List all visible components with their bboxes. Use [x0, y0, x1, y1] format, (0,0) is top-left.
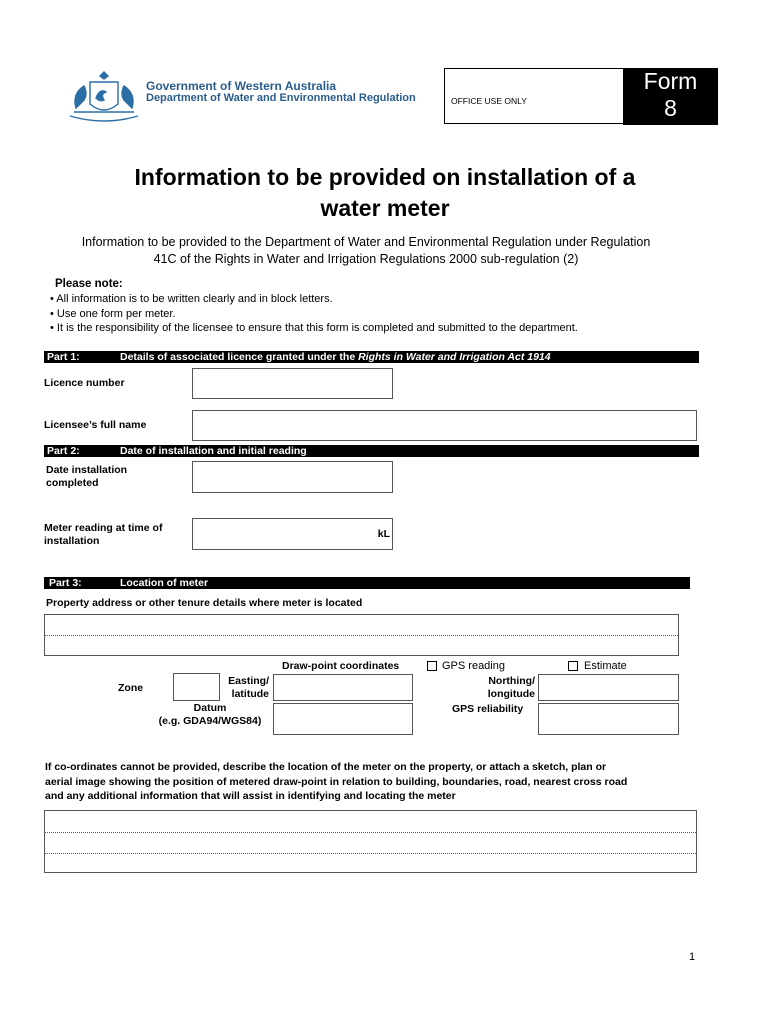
estimate-label: Estimate — [584, 660, 627, 672]
dotted-line — [45, 853, 696, 854]
drawpoint-coordinates-label: Draw-point coordinates — [282, 660, 400, 672]
datum-label: Datum (e.g. GDA94/WGS84) — [158, 702, 262, 727]
licensee-name-input[interactable] — [192, 410, 697, 441]
licensee-name-label: Licensee’s full name — [44, 419, 147, 431]
date-installed-label: Date installation completed — [46, 464, 128, 489]
form-word: Form — [643, 68, 698, 94]
licence-number-label: Licence number — [44, 377, 125, 389]
date-installed-input[interactable] — [192, 461, 393, 493]
property-address-input[interactable] — [44, 614, 679, 656]
part2-label: Part 2: — [47, 445, 80, 457]
office-use-box — [444, 68, 718, 124]
part2-header-bar — [44, 445, 699, 457]
property-address-label: Property address or other tenure details where meter is located — [46, 597, 363, 609]
note-item: • All information is to be written clearly and in block letters. — [50, 293, 333, 305]
page-title-line1: Information to be provided on installation of a — [134, 164, 636, 190]
part2-title: Date of installation and initial reading — [120, 445, 307, 457]
page-number: 1 — [689, 951, 696, 963]
part3-title: Location of meter — [120, 577, 209, 589]
northing-label: Northing/ longitude — [487, 675, 535, 700]
dotted-line — [45, 832, 696, 833]
estimate-checkbox[interactable] — [568, 661, 578, 671]
gps-reading-label: GPS reading — [442, 660, 505, 672]
part1-header-bar — [44, 351, 699, 363]
intro-text — [0, 234, 732, 268]
part3-header-bar — [44, 577, 690, 589]
zone-label: Zone — [118, 682, 144, 694]
part1-label: Part 1: — [47, 351, 80, 363]
part3-label: Part 3: — [49, 577, 82, 589]
datum-input[interactable] — [273, 703, 413, 735]
describe-location-instructions: If co-ordinates cannot be provided, describe the location of the meter on the property, or attach a sketch, plan or aerial image showing the position of metered draw-point in relation to building, boundaries, road, nearest cross road and any additional information that will assist in identifying and locating the meter — [45, 761, 628, 802]
office-use-label: OFFICE USE ONLY — [451, 96, 527, 106]
intro-line1: Information to be provided to the Department of Water and Environmental Regulation under Regulation — [81, 235, 651, 249]
intro-line2: 41C of the Rights in Water and Irrigation Regulations 2000 sub-regulation (2) — [153, 252, 579, 266]
zone-input[interactable] — [173, 673, 220, 701]
note-item: • Use one form per meter. — [50, 307, 176, 320]
gps-reliability-input[interactable] — [538, 703, 679, 735]
note-list — [50, 292, 578, 336]
meter-reading-label: Meter reading at time of installation — [44, 522, 163, 547]
org-name-line2: Department of Water and Environmental Regulation — [146, 92, 416, 104]
page-title — [0, 162, 770, 224]
meter-reading-input[interactable] — [192, 518, 393, 550]
gps-reading-checkbox[interactable] — [427, 661, 437, 671]
form-number: 8 — [664, 95, 677, 121]
northing-input[interactable] — [538, 674, 679, 701]
org-name-line1: Government of Western Australia — [146, 79, 337, 93]
kl-unit-label: kL — [377, 528, 390, 540]
form-number-block — [623, 68, 718, 125]
page-title-line2: water meter — [320, 195, 450, 221]
note-heading: Please note: — [55, 278, 123, 290]
dotted-line — [45, 635, 678, 636]
licence-number-input[interactable] — [192, 368, 393, 399]
part1-title: Details of associated licence granted under the Rights in Water and Irrigation Act 1914 — [120, 351, 551, 363]
gps-reliability-label: GPS reliability — [452, 703, 524, 715]
location-description-input[interactable] — [44, 810, 697, 873]
easting-label: Easting/ latitude — [228, 675, 269, 700]
wa-crest-logo — [66, 68, 142, 124]
note-item: • It is the responsibility of the licensee to ensure that this form is completed and submitted to the department. — [50, 322, 578, 334]
easting-input[interactable] — [273, 674, 413, 701]
